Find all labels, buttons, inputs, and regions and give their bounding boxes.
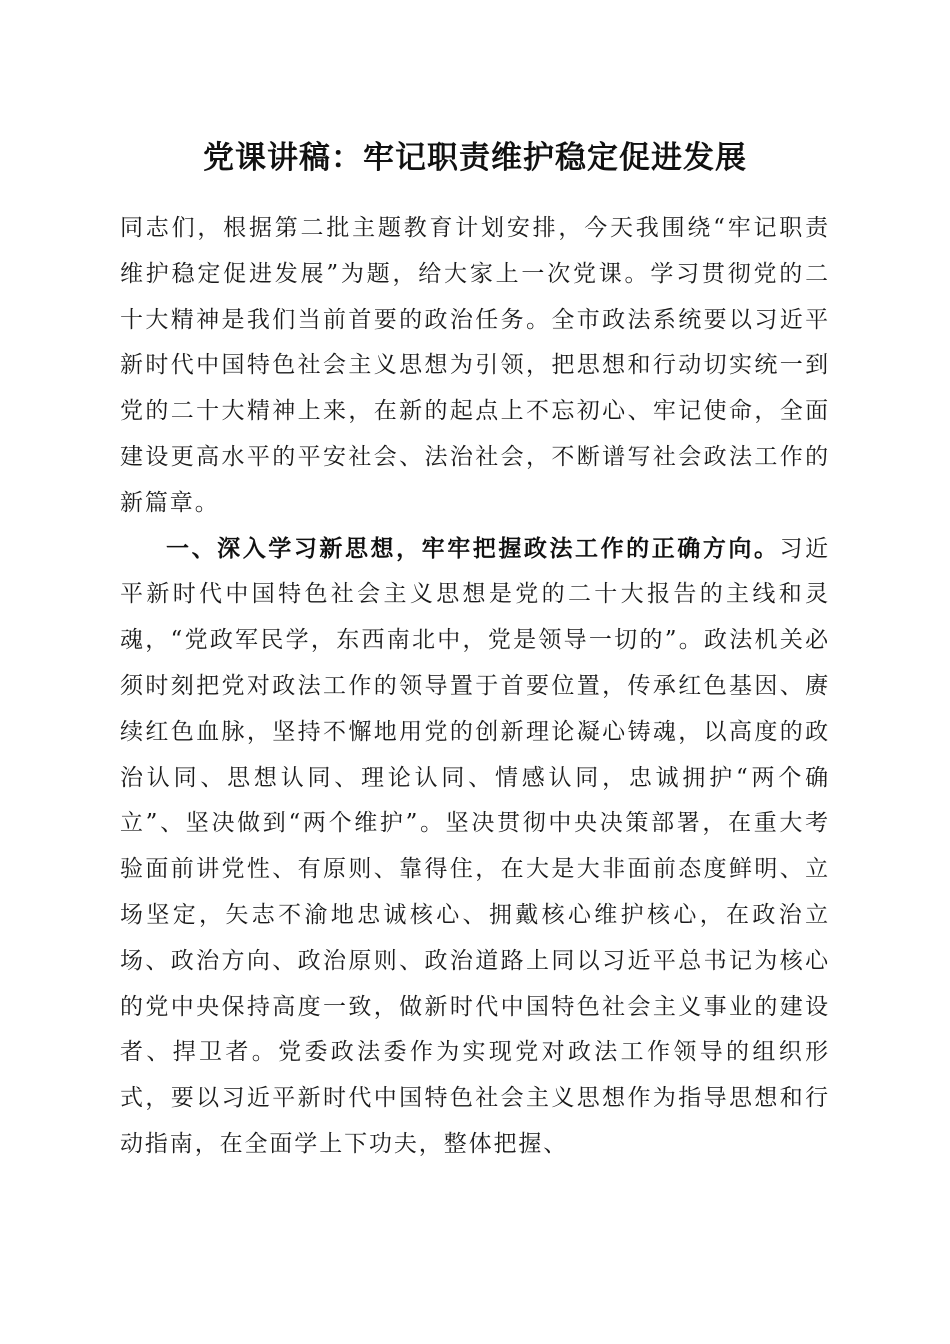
- document-title: 党课讲稿：牢记职责维护稳定促进发展: [203, 140, 747, 176]
- paragraph-intro-text: 同志们，根据第二批主题教育计划安排，今天我围绕“牢记职责维护稳定促进发展”为题，给大家上一次党课。学习贯彻党的二十大精神是我们当前首要的政治任务。全市政法系统要以习近平新时代中国特色社会主义思想为引领，把思想和行动切实统一到党的二十大精神上来，在新的起点上不忘初心、牢记使命，全面建设更高水平的平安社会、法治社会，不断谱写社会政法工作的新篇章。: [120, 215, 830, 516]
- section-one-heading: 一、深入学习新思想，牢牢把握政法工作的正确方向。: [166, 535, 780, 562]
- paragraph-section-one: [120, 527, 830, 1168]
- paragraph-intro: [120, 206, 830, 527]
- document-body: [120, 206, 830, 1168]
- section-one-text: 习近平新时代中国特色社会主义思想是党的二十大报告的主线和灵魂，“党政军民学，东西南北中，党是领导一切的”。政法机关必须时刻把党对政法工作的领导置于首要位置，传承红色基因、赓续红色血脉，坚持不懈地用党的创新理论凝心铸魂，以高度的政治认同、思想认同、理论认同、情感认同，忠诚拥护“两个确立”、坚决做到“两个维护”。坚决贯彻中央决策部署，在重大考验面前讲党性、有原则、靠得住，在大是大非面前态度鲜明、立场坚定，矢志不渝地忠诚核心、拥戴核心维护核心，在政治立场、政治方向、政治原则、政治道路上同以习近平总书记为核心的党中央保持高度一致，做新时代中国特色社会主义事业的建设者、捍卫者。党委政法委作为实现党对政法工作领导的组织形式，要以习近平新时代中国特色社会主义思想作为指导思想和行动指南，在全面学上下功夫，整体把握、: [120, 535, 830, 1157]
